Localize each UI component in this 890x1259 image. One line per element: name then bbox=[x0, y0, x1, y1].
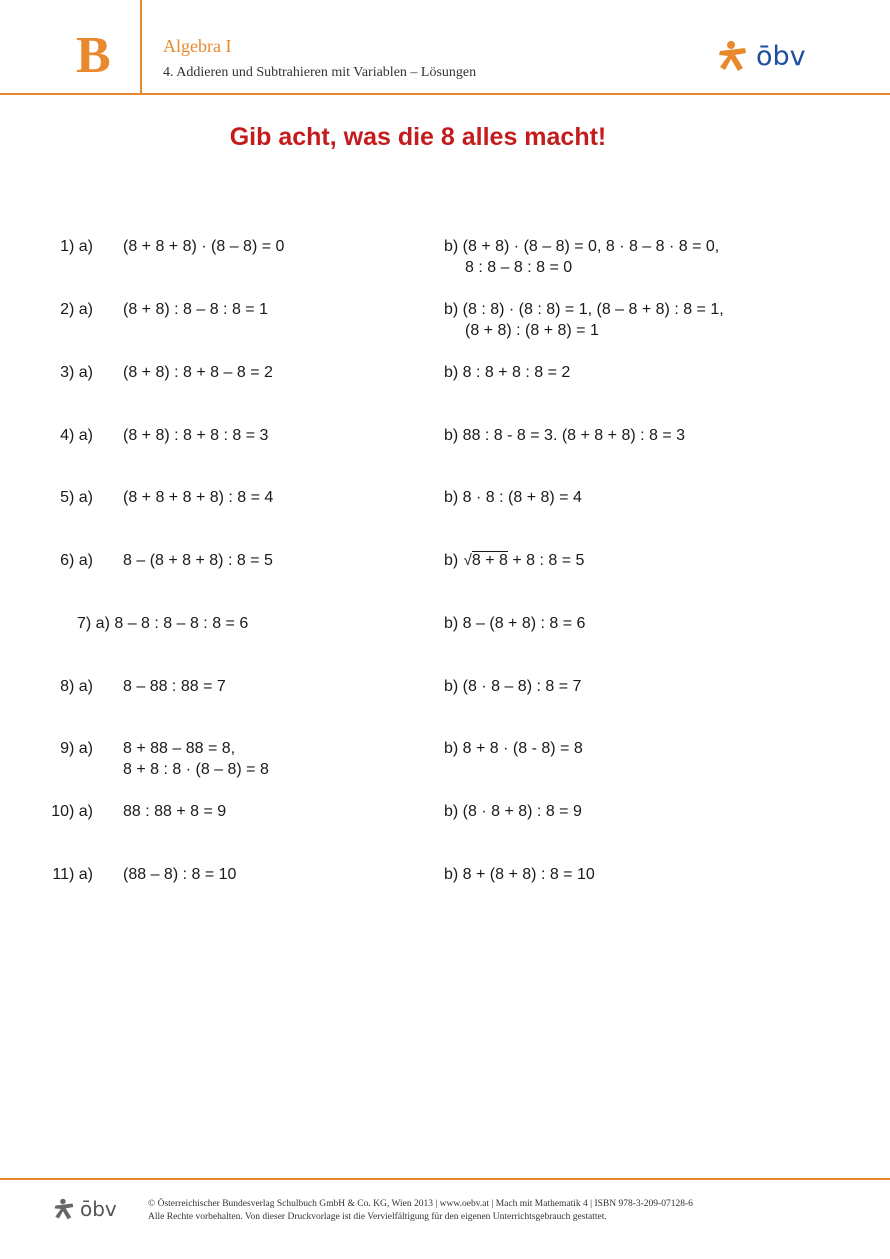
solution-a-line: 8 – 88 : 88 = 7 bbox=[123, 678, 226, 695]
solution-b bbox=[444, 613, 585, 634]
solution-a bbox=[123, 801, 226, 822]
exercise-number: 1) a) bbox=[60, 238, 93, 255]
solution-b bbox=[444, 864, 595, 885]
solution-b bbox=[444, 801, 582, 822]
solution-b-line: b) 8 – (8 + 8) : 8 = 6 bbox=[444, 615, 586, 632]
exercise-number: 4) a) bbox=[60, 427, 93, 444]
exercise-number: 6) a) bbox=[60, 552, 93, 569]
exercise-number: 8) a) bbox=[60, 678, 93, 695]
obv-logo bbox=[718, 40, 806, 72]
header-vertical-divider bbox=[140, 0, 142, 94]
exercise-number: 11) a) bbox=[52, 866, 93, 883]
solution-b-line: b) 8 + 8 · (8 - 8) = 8 bbox=[444, 740, 583, 757]
copyright-line: © Österreichischer Bundesverlag Schulbuch GmbH & Co. KG, Wien 2013 | www.oebv.at | Mach mit Mathematik 4 | ISBN 978-3-209-07128-6 bbox=[148, 1199, 693, 1209]
solution-b-line bbox=[444, 552, 584, 569]
obv-star-icon bbox=[718, 40, 750, 72]
solution-b bbox=[444, 676, 581, 697]
solution-a-line: 8 – (8 + 8 + 8) : 8 = 5 bbox=[123, 552, 273, 569]
exercise-number: 9) a) bbox=[60, 740, 93, 757]
square-root-icon: √ bbox=[463, 552, 472, 569]
solution-a-line: 88 : 88 + 8 = 9 bbox=[123, 803, 227, 820]
solution-b-line: b) 8 · 8 : (8 + 8) = 4 bbox=[444, 489, 582, 506]
header-rule bbox=[0, 93, 890, 95]
solution-a-line: (8 + 8) : 8 + 8 : 8 = 3 bbox=[123, 427, 269, 444]
solution-b-line: b) (8 + 8) · (8 – 8) = 0, 8 · 8 – 8 · 8 = 0, bbox=[444, 238, 720, 255]
solution-a bbox=[123, 299, 268, 320]
solution-a-line: (8 + 8 + 8 + 8) : 8 = 4 bbox=[123, 489, 274, 506]
solution-a bbox=[123, 738, 269, 780]
solution-b-rest: + 8 : 8 = 5 bbox=[507, 552, 585, 569]
solution-b-line: b) (8 · 8 – 8) : 8 = 7 bbox=[444, 678, 582, 695]
solution-b-line: b) (8 : 8) · (8 : 8) = 1, (8 – 8 + 8) : 8 = 1, bbox=[444, 301, 724, 318]
chapter-letter: B bbox=[76, 27, 111, 84]
copyright-notice bbox=[148, 1198, 693, 1224]
solution-a bbox=[123, 864, 236, 885]
rights-line: Alle Rechte vorbehalten. Von dieser Druckvorlage ist die Vervielfältigung für den eigenen Unterrichtsgebrauch gestattet. bbox=[148, 1212, 607, 1222]
solution-b bbox=[444, 425, 685, 446]
solution-b-line: (8 + 8) : (8 + 8) = 1 bbox=[465, 322, 599, 339]
obv-logo-text: ōbv bbox=[80, 1197, 117, 1221]
chapter-subtitle: 4. Addieren und Subtrahieren mit Variablen – Lösungen bbox=[163, 65, 477, 80]
solution-b-line: b) 8 + (8 + 8) : 8 = 10 bbox=[444, 866, 595, 883]
solution-a-line: (8 + 8) : 8 + 8 – 8 = 2 bbox=[123, 364, 273, 381]
exercise-number: 3) a) bbox=[60, 364, 93, 381]
footer-rule bbox=[0, 1178, 890, 1180]
solution-b bbox=[444, 236, 719, 278]
solution-a-inline: 7) a) 8 – 8 : 8 – 8 : 8 = 6 bbox=[77, 615, 249, 632]
solution-a-line: 8 + 88 – 88 = 8, bbox=[123, 740, 236, 757]
solution-b bbox=[444, 738, 583, 759]
solution-b-prefix: b) bbox=[444, 552, 463, 569]
solution-a bbox=[123, 676, 226, 697]
square-root-radicand: 8 + 8 bbox=[471, 552, 508, 569]
solution-a bbox=[123, 487, 273, 508]
solution-a bbox=[123, 425, 268, 446]
worksheet-title: Gib acht, was die 8 alles macht! bbox=[229, 123, 607, 151]
solution-a bbox=[123, 550, 273, 571]
solution-a-line: (8 + 8) : 8 – 8 : 8 = 1 bbox=[123, 301, 268, 318]
obv-logo-text: ōbv bbox=[756, 40, 806, 72]
solution-a bbox=[123, 362, 273, 383]
solution-b bbox=[444, 362, 570, 383]
page-header bbox=[0, 0, 890, 94]
obv-star-icon bbox=[54, 1198, 76, 1220]
solution-a bbox=[123, 236, 284, 257]
solution-b-line: b) (8 · 8 + 8) : 8 = 9 bbox=[444, 803, 582, 820]
solution-a-line: (88 – 8) : 8 = 10 bbox=[123, 866, 237, 883]
solution-a-line: 8 + 8 : 8 · (8 – 8) = 8 bbox=[123, 761, 269, 778]
exercise-number: 10) a) bbox=[51, 803, 93, 820]
solution-b-line: b) 88 : 8 - 8 = 3. (8 + 8 + 8) : 8 = 3 bbox=[444, 427, 686, 444]
footer-obv-logo bbox=[54, 1198, 117, 1220]
exercise-number: 2) a) bbox=[60, 301, 93, 318]
solution-b-line: b) 8 : 8 + 8 : 8 = 2 bbox=[444, 364, 571, 381]
exercise-number: 5) a) bbox=[60, 489, 93, 506]
solution-b-line: 8 : 8 – 8 : 8 = 0 bbox=[465, 259, 573, 276]
solution-b bbox=[444, 487, 582, 508]
solution-b bbox=[444, 299, 724, 341]
subject-title: Algebra I bbox=[163, 36, 232, 56]
solution-b bbox=[444, 550, 584, 571]
solution-a-line: (8 + 8 + 8) · (8 – 8) = 0 bbox=[123, 238, 285, 255]
